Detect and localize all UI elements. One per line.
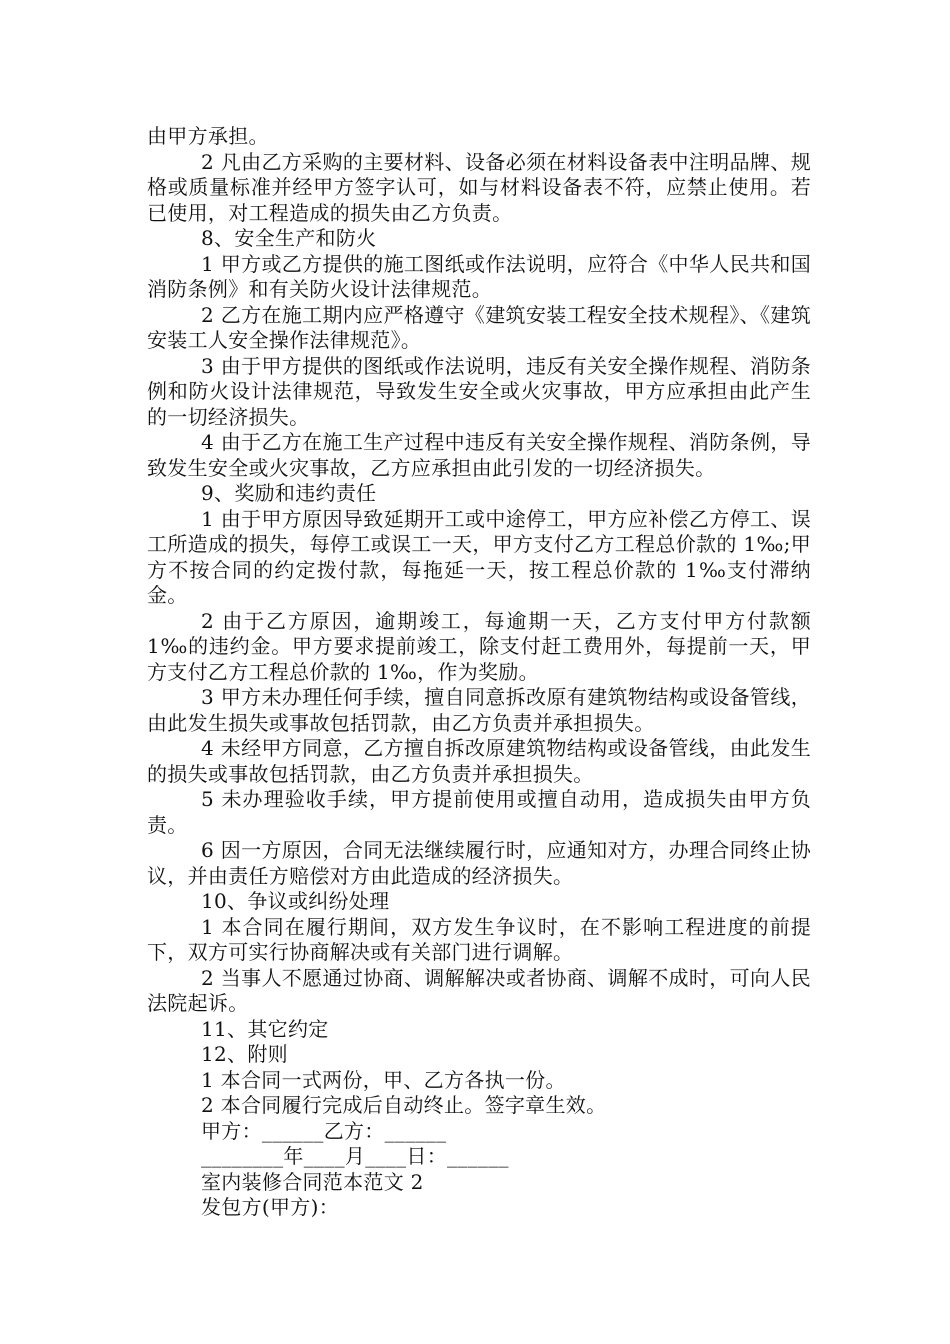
section-heading: 8、安全生产和防火 (201, 226, 377, 250)
document-page (147, 124, 811, 1221)
paragraph: 3 甲方未办理任何手续，擅自同意拆改原有建筑物结构或设备管线，由此发生损失或事故包括罚款，由乙方负责并承担损失。 (147, 685, 811, 735)
date-line: ________年____月____日：______ (201, 1144, 509, 1168)
party-line: 发包方(甲方)： (201, 1195, 340, 1219)
section-heading: 12、附则 (201, 1042, 288, 1066)
paragraph: 1 本合同一式两份，甲、乙方各执一份。 (201, 1067, 566, 1092)
section-heading: 10、争议或纠纷处理 (201, 889, 390, 913)
paragraph: 2 乙方在施工期内应严格遵守《建筑安装工程安全技术规程》、《建筑安装工人安全操作法律规范》。 (147, 302, 811, 352)
section-heading: 9、奖励和违约责任 (201, 481, 377, 505)
paragraph: 由甲方承担。 (147, 124, 269, 148)
paragraph: 5 未办理验收手续，甲方提前使用或擅自动用，造成损失由甲方负责。 (147, 787, 811, 837)
paragraph: 1 本合同在履行期间，双方发生争议时，在不影响工程进度的前提下，双方可实行协商解决或有关部门进行调解。 (147, 914, 811, 964)
paragraph: 1 甲方或乙方提供的施工图纸或作法说明，应符合《中华人民共和国消防条例》和有关防火设计法律规范。 (147, 251, 811, 301)
paragraph: 3 由于甲方提供的图纸或作法说明，违反有关安全操作规程、消防条例和防火设计法律规范，导致发生安全或火灾事故，甲方应承担由此产生的一切经济损失。 (147, 353, 811, 429)
paragraph: 1 由于甲方原因导致延期开工或中途停工，甲方应补偿乙方停工、误工所造成的损失，每停工或误工一天，甲方支付乙方工程总价款的 1‰;甲方不按合同的约定拨付款，每拖延一天，按工程总价款的 1‰支付滞纳金。 (147, 506, 811, 607)
paragraph: 2 本合同履行完成后自动终止。签字章生效。 (201, 1093, 607, 1117)
paragraph: 6 因一方原因，合同无法继续履行时，应通知对方，办理合同终止协议，并由责任方赔偿对方由此造成的经济损失。 (147, 838, 811, 888)
paragraph: 2 由于乙方原因，逾期竣工，每逾期一天，乙方支付甲方付款额 1‰的违约金。甲方要求提前竣工，除支付赶工费用外，每提前一天，甲方支付乙方工程总价款的 1‰，作为奖励。 (147, 608, 812, 684)
signature-line: 甲方：______乙方：______ (201, 1118, 447, 1143)
paragraph: 2 当事人不愿通过协商、调解解决或者协商、调解不成时，可向人民法院起诉。 (147, 965, 811, 1015)
paragraph: 2 凡由乙方采购的主要材料、设备必须在材料设备表中注明品牌、规格或质量标准并经甲方签字认可，如与材料设备表不符，应禁止使用。若已使用，对工程造成的损失由乙方负责。 (147, 149, 811, 225)
paragraph: 4 由于乙方在施工生产过程中违反有关安全操作规程、消防条例，导致发生安全或火灾事故，乙方应承担由此引发的一切经济损失。 (147, 430, 811, 480)
section-heading: 11、其它约定 (201, 1016, 329, 1041)
paragraph: 4 未经甲方同意，乙方擅自拆改原建筑物结构或设备管线，由此发生的损失或事故包括罚款，由乙方负责并承担损失。 (147, 736, 811, 786)
document-title: 室内装修合同范本范文 2 (201, 1169, 424, 1194)
